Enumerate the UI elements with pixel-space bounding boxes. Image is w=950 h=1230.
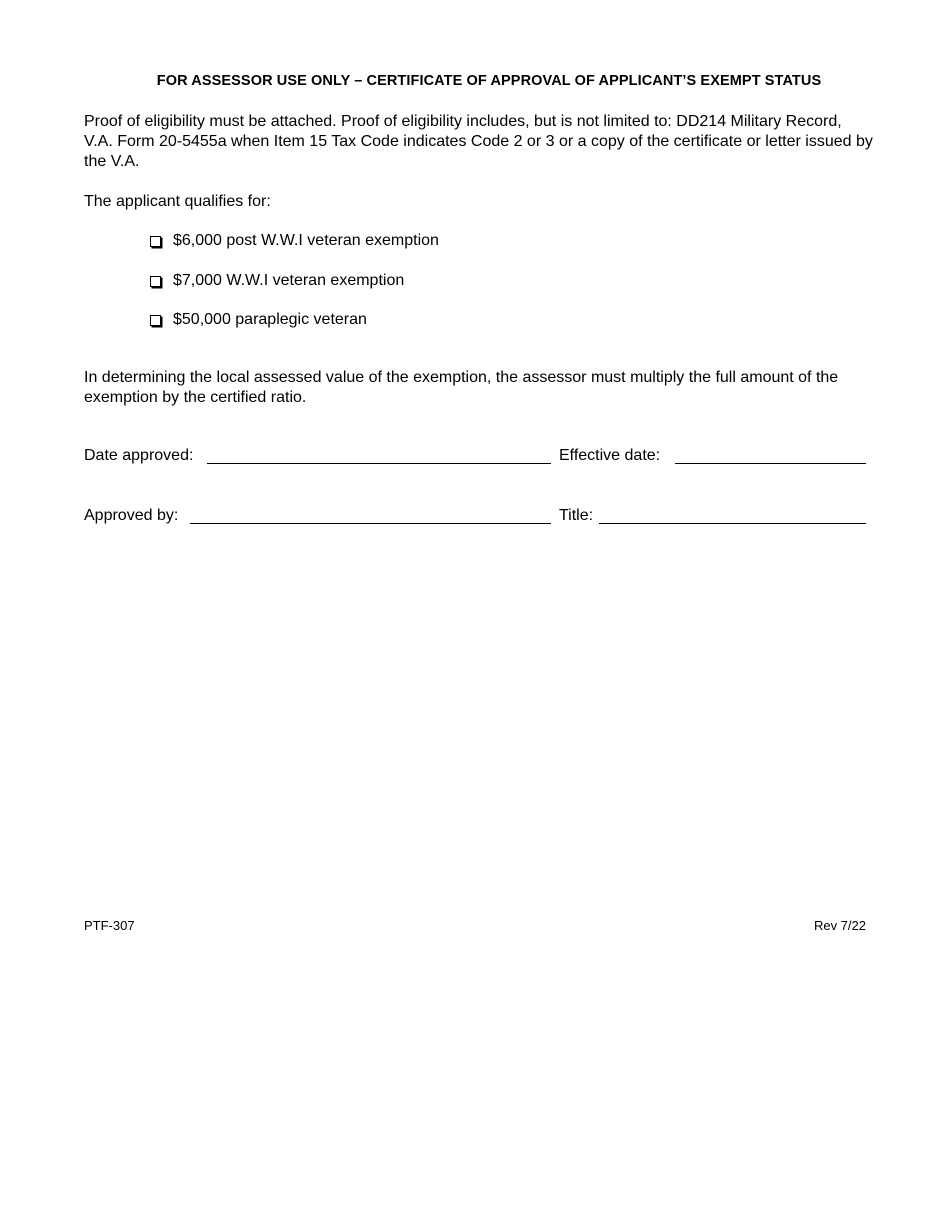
page-title: FOR ASSESSOR USE ONLY – CERTIFICATE OF APPROVAL OF APPLICANT’S EXEMPT STATUS xyxy=(156,73,822,89)
certified-ratio-text: In determining the local assessed value of the exemption, the assessor must multiply the full amount of the exemption by the certified ratio. xyxy=(84,369,839,406)
effective-date-field[interactable] xyxy=(675,463,866,464)
date-approved-field[interactable] xyxy=(207,463,551,464)
option-label: $50,000 paraplegic veteran xyxy=(173,311,367,328)
checkbox-icon[interactable] xyxy=(150,276,161,287)
option-post-wwi-veteran[interactable] xyxy=(150,231,439,251)
date-approved-label: Date approved: xyxy=(84,447,194,464)
option-label: $6,000 post W.W.I veteran exemption xyxy=(173,232,439,249)
title-label: Title: xyxy=(559,507,594,524)
option-paraplegic-veteran[interactable] xyxy=(150,310,367,330)
proof-of-eligibility-text: Proof of eligibility must be attached. Proof of eligibility includes, but is not limited to: DD214 Military Record, V.A. Form 20-5455a when Item 15 Tax Code indicates Code 2 or 3 or a copy of the certificate or letter issued by the V.A. xyxy=(84,113,873,170)
checkbox-icon[interactable] xyxy=(150,236,161,247)
form-id: PTF-307 xyxy=(84,918,135,933)
approved-by-label: Approved by: xyxy=(84,507,179,524)
effective-date-label: Effective date: xyxy=(559,447,661,464)
title-field[interactable] xyxy=(599,523,866,524)
checkbox-icon[interactable] xyxy=(150,315,161,326)
revision-label: Rev 7/22 xyxy=(813,918,866,933)
option-wwi-veteran[interactable] xyxy=(150,271,404,291)
qualifies-label: The applicant qualifies for: xyxy=(84,193,271,210)
approved-by-field[interactable] xyxy=(190,523,551,524)
option-label: $7,000 W.W.I veteran exemption xyxy=(173,272,405,289)
